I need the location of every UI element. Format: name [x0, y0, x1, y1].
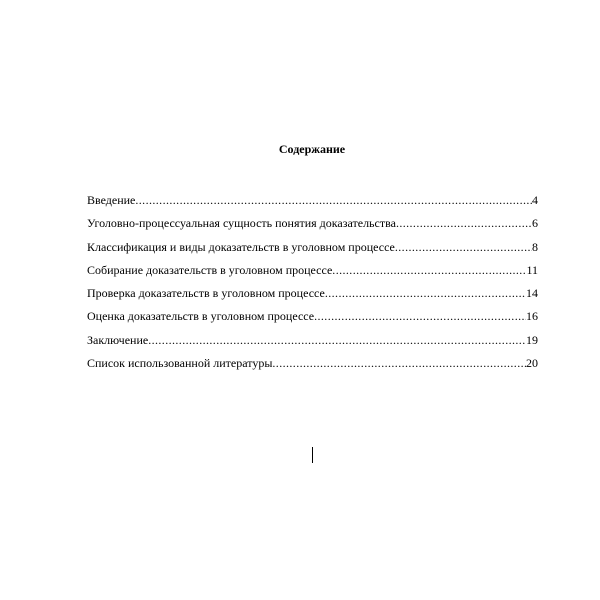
dot-leader: [314, 308, 526, 324]
table-of-contents: [87, 192, 538, 378]
toc-page-number: 19: [526, 332, 538, 347]
toc-entry-label: Уголовно-процессуальная сущность понятия доказательства: [87, 216, 396, 231]
toc-entry-conclusion[interactable]: [87, 332, 538, 355]
toc-entry-evaluation[interactable]: [87, 308, 538, 331]
toc-entry-classification[interactable]: [87, 239, 538, 262]
toc-entry-introduction[interactable]: [87, 192, 538, 215]
dot-leader: [325, 285, 526, 301]
toc-page-number: 14: [526, 286, 538, 301]
toc-page-number: 20: [526, 356, 538, 371]
toc-entry-essence[interactable]: [87, 215, 538, 238]
toc-page-number: 6: [532, 216, 538, 231]
toc-entry-label: Классификация и виды доказательств в уголовном процессе: [87, 239, 395, 254]
dot-leader: [135, 192, 532, 208]
toc-entry-collection[interactable]: [87, 262, 538, 285]
dot-leader: [395, 239, 532, 255]
toc-entry-label: Оценка доказательств в уголовном процессе: [87, 309, 315, 324]
text-cursor: [312, 447, 313, 463]
dot-leader: [396, 215, 532, 231]
toc-entry-label: Введение: [87, 193, 136, 207]
toc-entry-verification[interactable]: [87, 285, 538, 308]
dot-leader: [272, 355, 526, 371]
toc-page-number: 11: [526, 262, 538, 277]
dot-leader: [332, 262, 526, 278]
toc-entry-label: Собирание доказательств в уголовном процессе: [87, 262, 333, 277]
toc-entry-label: Список использованной литературы: [87, 356, 273, 371]
toc-entry-label: Заключение: [87, 332, 149, 347]
toc-page-number: 16: [526, 309, 538, 324]
toc-heading: Содержание: [278, 142, 346, 156]
toc-page-number: 8: [532, 239, 538, 254]
toc-page-number: 4: [532, 193, 538, 207]
dot-leader: [148, 332, 526, 348]
toc-entry-label: Проверка доказательств в уголовном процессе: [87, 286, 325, 301]
toc-entry-references[interactable]: [87, 355, 538, 378]
